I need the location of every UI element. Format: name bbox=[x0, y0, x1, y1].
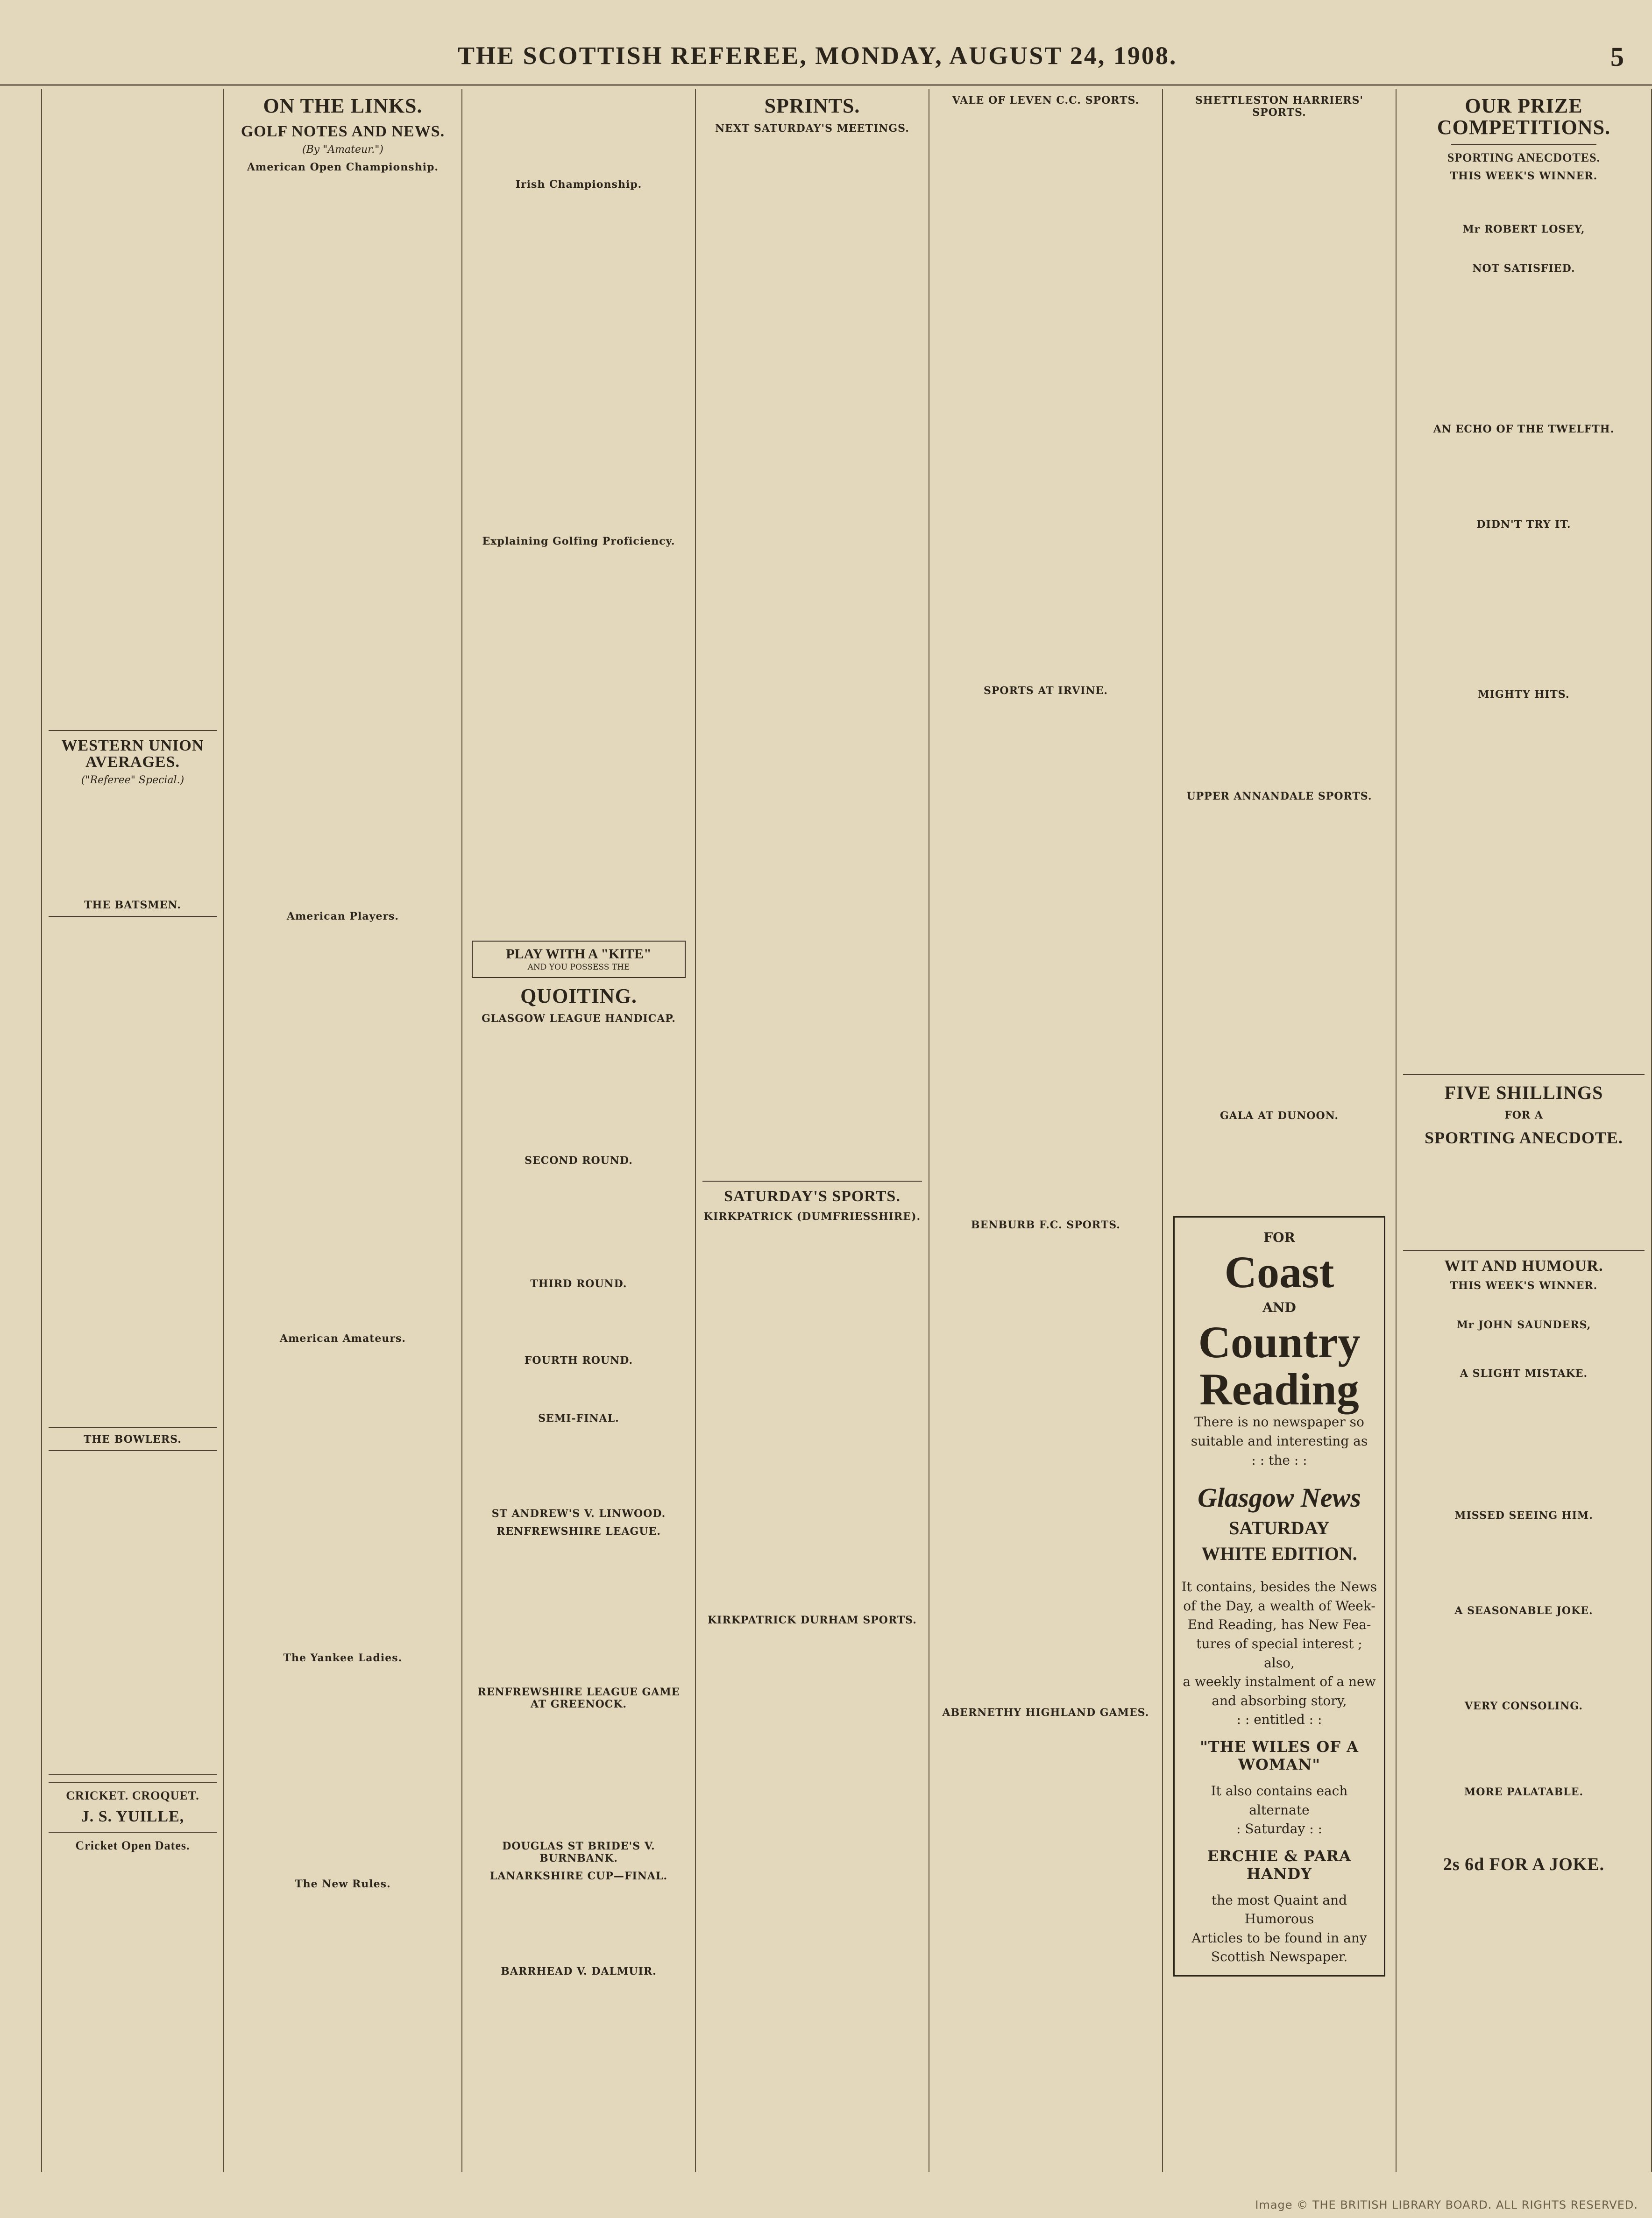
shettleston-heading: SHETTLESTON HARRIERS' SPORTS. bbox=[1195, 94, 1364, 119]
ad-wiles-of-a-woman: "THE WILES OF A WOMAN" bbox=[1200, 1737, 1359, 1773]
third-round: THIRD ROUND. bbox=[530, 1278, 627, 1290]
golf-notes-heading: GOLF NOTES AND NEWS. bbox=[241, 123, 445, 141]
handicap-body bbox=[469, 1028, 688, 1149]
rules-continued bbox=[469, 89, 688, 173]
kirkpatrick-durham-heading: KIRKPATRICK DURHAM SPORTS. bbox=[708, 1614, 917, 1626]
lanarkshire-cup-final: LANARKSHIRE CUP—FINAL. bbox=[489, 1870, 668, 1883]
ad-line-6: End Reading, has New Fea- bbox=[1187, 1617, 1371, 1633]
ad-erchie-para-handy: ERCHIE & PARA HANDY bbox=[1207, 1847, 1352, 1883]
mighty-hits-body bbox=[1403, 703, 1645, 1068]
cricket-croquet-ad: CRICKET. CROQUET. bbox=[66, 1789, 199, 1803]
western-union-byline: ("Referee" Special.) bbox=[81, 774, 184, 787]
kirkpatrick-body bbox=[702, 1226, 922, 1609]
ad-line-11: It also contains each alternate bbox=[1211, 1783, 1348, 1818]
column-2 bbox=[224, 89, 462, 2172]
ad-line-10: : : entitled : : bbox=[1236, 1712, 1322, 1728]
didnt-try-it-body bbox=[1403, 533, 1645, 683]
ad-reading: Reading bbox=[1199, 1364, 1359, 1414]
column-3 bbox=[462, 89, 696, 2172]
winner-1-name: Mr ROBERT LOSEY, bbox=[1462, 223, 1585, 235]
american-amateurs-body bbox=[231, 1347, 455, 1646]
averages-intro bbox=[49, 791, 217, 893]
ad-line-3: : : the : : bbox=[1251, 1452, 1307, 1468]
ad-white-edition: WHITE EDITION. bbox=[1201, 1543, 1357, 1565]
divider bbox=[49, 1782, 217, 1783]
benburb-body bbox=[936, 1234, 1156, 1701]
column-1 bbox=[42, 89, 224, 2172]
divider bbox=[1403, 1250, 1645, 1251]
greenock-body bbox=[469, 1713, 688, 1835]
batsmen-label: THE BATSMEN. bbox=[84, 899, 181, 912]
image-credit: Image © THE BRITISH LIBRARY BOARD. ALL RIGHTS RESERVED. bbox=[1255, 2198, 1638, 2211]
missed-seeing-him: MISSED SEEING HIM. bbox=[1454, 1509, 1593, 1522]
second-round: SECOND ROUND. bbox=[525, 1155, 633, 1167]
ad-for: FOR bbox=[1263, 1230, 1295, 1245]
ad-line-1: There is no newspaper so bbox=[1194, 1414, 1364, 1430]
joke-banner: 2s 6d FOR A JOKE. bbox=[1443, 1855, 1605, 1875]
sports-at-irvine-heading: SPORTS AT IRVINE. bbox=[984, 685, 1108, 697]
vale-of-leven-heading: VALE OF LEVEN C.C. SPORTS. bbox=[952, 94, 1140, 106]
golfing-proficiency-body bbox=[469, 550, 688, 933]
column-7 bbox=[1397, 89, 1652, 2172]
divider bbox=[49, 730, 217, 731]
semi-final-body bbox=[469, 1427, 688, 1502]
column-4 bbox=[696, 89, 929, 2172]
not-satisfied: NOT SATISFIED. bbox=[1472, 262, 1575, 275]
prize-competitions-heading: OUR PRIZE COMPETITIONS. bbox=[1437, 94, 1611, 139]
column-5 bbox=[929, 89, 1163, 2172]
shettleston-body bbox=[1170, 121, 1389, 785]
saturdays-sports-heading: SATURDAY'S SPORTS. bbox=[724, 1188, 900, 1205]
didnt-try-it: DIDN'T TRY IT. bbox=[1476, 518, 1571, 531]
more-palatable: MORE PALATABLE. bbox=[1464, 1786, 1584, 1799]
divider bbox=[702, 1181, 922, 1182]
slight-mistake-body bbox=[1403, 1382, 1645, 1504]
ad-saturday: SATURDAY bbox=[1229, 1517, 1330, 1539]
section-american-players: American Players. bbox=[286, 910, 399, 922]
wit-and-humour-heading: WIT AND HUMOUR. bbox=[1444, 1257, 1603, 1275]
divider bbox=[49, 1832, 217, 1833]
sprints-body bbox=[702, 137, 922, 1174]
echo-body bbox=[1403, 438, 1645, 513]
echo-of-twelfth: AN ECHO OF THE TWELFTH. bbox=[1433, 423, 1615, 435]
mighty-hits: MIGHTY HITS. bbox=[1478, 688, 1570, 701]
divider bbox=[1451, 144, 1596, 145]
ad-line-13: the most Quaint and Humorous bbox=[1211, 1892, 1347, 1927]
golf-byline: (By "Amateur.") bbox=[302, 143, 383, 156]
consoling-body bbox=[1403, 1715, 1645, 1780]
not-satisfied-body bbox=[1403, 277, 1645, 418]
missed-body bbox=[1403, 1524, 1645, 1599]
bowlers-label: THE BOWLERS. bbox=[84, 1433, 182, 1446]
lanarkshire-body bbox=[469, 1885, 688, 1960]
ad-and: AND bbox=[1262, 1299, 1296, 1315]
st-andrews-v-linwood: ST ANDREW'S V. LINWOOD. bbox=[491, 1508, 666, 1520]
masthead bbox=[0, 33, 1652, 86]
section-irish-championship: Irish Championship. bbox=[515, 178, 642, 191]
ad-line-14: Articles to be found in any bbox=[1191, 1930, 1367, 1946]
this-weeks-winner-2: THIS WEEK'S WINNER. bbox=[1450, 1280, 1598, 1292]
western-union-heading: WESTERN UNION AVERAGES. bbox=[61, 737, 204, 771]
masthead-title: THE SCOTTISH REFEREE, MONDAY, AUGUST 24, 1908. bbox=[458, 42, 1177, 70]
slight-mistake: A SLIGHT MISTAKE. bbox=[1460, 1368, 1588, 1380]
renfrewshire-league: RENFREWSHIRE LEAGUE. bbox=[496, 1525, 661, 1538]
kite-sub: AND YOU POSSESS THE bbox=[527, 963, 630, 972]
ad-line-7: tures of special interest ; also, bbox=[1196, 1636, 1362, 1671]
renfrewshire-greenock: RENFREWSHIRE LEAGUE GAME AT GREENOCK. bbox=[477, 1686, 680, 1711]
ad-coast: Coast bbox=[1224, 1247, 1334, 1297]
section-new-rules: The New Rules. bbox=[295, 1878, 391, 1890]
divider bbox=[1403, 1074, 1645, 1075]
section-american-amateurs: American Amateurs. bbox=[280, 1332, 406, 1345]
ad-line-9: and absorbing story, bbox=[1212, 1693, 1347, 1708]
semi-final: SEMI-FINAL. bbox=[538, 1412, 619, 1425]
dunoon-body bbox=[1170, 1125, 1389, 1209]
second-round-body bbox=[469, 1169, 688, 1272]
section-yankee-ladies: The Yankee Ladies. bbox=[283, 1651, 403, 1664]
ad-line-15: Scottish Newspaper. bbox=[1211, 1949, 1348, 1965]
gala-at-dunoon-heading: GALA AT DUNOON. bbox=[1220, 1110, 1339, 1122]
very-consoling: VERY CONSOLING. bbox=[1464, 1700, 1583, 1713]
bowlers-table bbox=[49, 1450, 217, 1775]
seasonable-body bbox=[1403, 1620, 1645, 1694]
ad-country: Country bbox=[1198, 1317, 1361, 1367]
fragment-fill bbox=[7, 89, 35, 90]
sporting-anecdotes-heading: SPORTING ANECDOTES. bbox=[1447, 151, 1601, 165]
kite-advert bbox=[472, 941, 686, 978]
benburb-heading: BENBURB F.C. SPORTS. bbox=[971, 1219, 1120, 1231]
ad-line-2: suitable and interesting as bbox=[1191, 1433, 1368, 1449]
five-shillings: FIVE SHILLINGS bbox=[1444, 1082, 1603, 1103]
for-a: FOR A bbox=[1504, 1109, 1543, 1121]
winner-2-name: Mr JOHN SAUNDERS, bbox=[1456, 1319, 1591, 1332]
douglas-v-burnbank: DOUGLAS ST BRIDE'S V. BURNBANK. bbox=[502, 1840, 655, 1865]
sprints-heading: SPRINTS. bbox=[764, 94, 860, 117]
ad-line-8: a weekly instalment of a new bbox=[1183, 1674, 1376, 1690]
glasgow-news-advert bbox=[1173, 1216, 1385, 1977]
section-american-open: American Open Championship. bbox=[247, 161, 439, 173]
kirkpatrick-heading: KIRKPATRICK (DUMFRIESSHIRE). bbox=[703, 1210, 921, 1223]
palatable-body bbox=[1403, 1801, 1645, 1848]
renfrewshire-league-body bbox=[469, 1540, 688, 1680]
column-6 bbox=[1163, 89, 1397, 2172]
anecdote-rules bbox=[1403, 1150, 1645, 1244]
batsmen-table bbox=[49, 916, 217, 1428]
irish-championship-body bbox=[469, 193, 688, 530]
ad-line-5: of the Day, a wealth of Week- bbox=[1183, 1598, 1375, 1614]
next-saturdays-meetings: NEXT SATURDAY'S MEETINGS. bbox=[715, 122, 909, 135]
annandale-body bbox=[1170, 805, 1389, 1104]
column-fragment bbox=[0, 89, 42, 2172]
seasonable-joke: A SEASONABLE JOKE. bbox=[1454, 1605, 1593, 1617]
cricket-report-body bbox=[49, 102, 217, 723]
third-round-body bbox=[469, 1293, 688, 1349]
glasgow-league-handicap: GLASGOW LEAGUE HANDICAP. bbox=[482, 1013, 676, 1025]
upper-annandale-heading: UPPER ANNANDALE SPORTS. bbox=[1186, 790, 1372, 802]
american-players-body bbox=[231, 925, 455, 1327]
winner-1-intro bbox=[1403, 185, 1645, 218]
quoiting-heading: QUOITING. bbox=[520, 985, 637, 1008]
vale-of-leven-body bbox=[936, 109, 1156, 679]
abernethy-heading: ABERNETHY HIGHLAND GAMES. bbox=[942, 1707, 1149, 1719]
irvine-body bbox=[936, 700, 1156, 1213]
fourth-round: FOURTH ROUND. bbox=[524, 1354, 633, 1367]
cricket-open-dates-heading: Cricket Open Dates. bbox=[75, 1839, 190, 1853]
american-open-body bbox=[231, 176, 455, 905]
section-golfing-proficiency: Explaining Golfing Proficiency. bbox=[482, 535, 675, 547]
cricket-report-text bbox=[49, 89, 217, 99]
yuille-ad: J. S. YUILLE, bbox=[81, 1808, 184, 1826]
ad-line-4: It contains, besides the News bbox=[1181, 1579, 1377, 1595]
ad-line-12: : Saturday : : bbox=[1236, 1821, 1322, 1837]
kite-title: PLAY WITH A "KITE" bbox=[506, 946, 652, 962]
yankee-ladies-body bbox=[231, 1667, 455, 1872]
page-number: 5 bbox=[1610, 42, 1624, 72]
sporting-anecdote-banner: SPORTING ANECDOTE. bbox=[1425, 1128, 1623, 1147]
this-weeks-winner-1: THIS WEEK'S WINNER. bbox=[1450, 170, 1598, 182]
fourth-round-body bbox=[469, 1369, 688, 1407]
ad-glasgow-news: Glasgow News bbox=[1198, 1482, 1361, 1513]
on-the-links-heading: ON THE LINKS. bbox=[263, 94, 423, 117]
barrhead-v-dalmuir: BARRHEAD V. DALMUIR. bbox=[501, 1965, 657, 1978]
